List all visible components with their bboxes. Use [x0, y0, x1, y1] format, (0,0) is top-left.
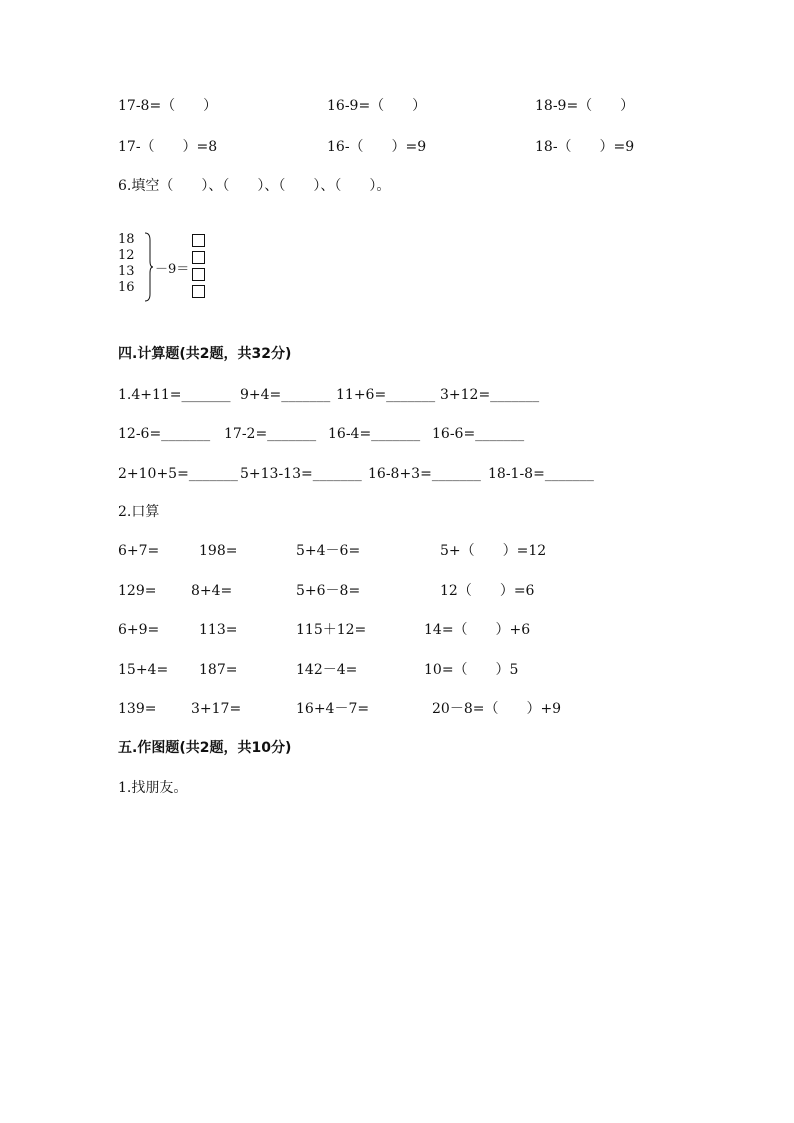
oral-item: 6+7= — [118, 543, 160, 559]
oral-item: 20－8=（ ）+9 — [432, 701, 562, 717]
calc-item: 16-8+3=_______ — [368, 466, 481, 482]
answer-box[interactable] — [192, 285, 205, 298]
brace-figure — [118, 232, 228, 304]
answer-box[interactable] — [192, 251, 205, 264]
oral-item: 187= — [199, 662, 238, 678]
equation-17-8: 17-8=（ ） — [118, 98, 218, 114]
answer-box[interactable] — [192, 268, 205, 281]
calc-item: 17-2=_______ — [224, 426, 317, 442]
section-5-title: 五.作图题(共2题，共10分) — [118, 740, 292, 756]
right-brace-icon — [144, 232, 154, 302]
equation-17-blank: 17-（ ）=8 — [118, 139, 218, 155]
operation-minus-9: －9＝ — [155, 262, 190, 277]
oral-item: 14=（ ）+6 — [424, 622, 531, 638]
question-1-find-friends: 1.找朋友。 — [118, 780, 188, 796]
answer-box[interactable] — [192, 234, 205, 247]
calc-item: 2+10+5=_______ — [118, 466, 238, 482]
brace-number: 13 — [118, 264, 135, 279]
oral-item: 6+9= — [118, 622, 160, 638]
calc-item: 5+13-13=_______ — [240, 466, 362, 482]
equation-18-9: 18-9=（ ） — [535, 98, 635, 114]
brace-number: 18 — [118, 232, 135, 247]
equation-18-blank: 18-（ ）=9 — [535, 139, 635, 155]
calc-item: 11+6=_______ — [336, 387, 436, 403]
oral-item: 10=（ ）5 — [424, 662, 519, 678]
oral-item: 139= — [118, 701, 157, 717]
calc-item: 16-6=_______ — [432, 426, 525, 442]
brace-numbers — [118, 232, 135, 296]
oral-item: 16+4－7= — [296, 701, 370, 717]
answer-boxes — [192, 234, 205, 302]
oral-item: 198= — [199, 543, 238, 559]
oral-item: 113= — [199, 622, 238, 638]
oral-item: 3+17= — [191, 701, 242, 717]
oral-item: 129= — [118, 583, 157, 599]
question-2-oral-calc-title: 2.口算 — [118, 504, 160, 520]
oral-item: 115＋12= — [296, 622, 367, 638]
calc-item: 1.4+11=_______ — [118, 387, 231, 403]
section-4-title: 四.计算题(共2题，共32分) — [118, 346, 292, 362]
oral-item: 15+4= — [118, 662, 169, 678]
calc-item: 9+4=_______ — [240, 387, 331, 403]
equation-16-blank: 16-（ ）=9 — [327, 139, 427, 155]
oral-item: 12（ ）=6 — [440, 583, 535, 599]
oral-item: 142－4= — [296, 662, 358, 678]
oral-item: 5+（ ）=12 — [440, 543, 547, 559]
calc-item: 16-4=_______ — [328, 426, 421, 442]
calc-item: 12-6=_______ — [118, 426, 211, 442]
equation-16-9: 16-9=（ ） — [327, 98, 427, 114]
brace-number: 12 — [118, 248, 135, 263]
oral-item: 5+4－6= — [296, 543, 361, 559]
question-6-fill-blank: 6.填空（ ）、（ ）、（ ）、（ ）。 — [118, 178, 391, 194]
calc-item: 18-1-8=_______ — [488, 466, 594, 482]
brace-number: 16 — [118, 280, 135, 295]
oral-item: 5+6－8= — [296, 583, 361, 599]
oral-item: 8+4= — [191, 583, 233, 599]
calc-item: 3+12=_______ — [440, 387, 540, 403]
